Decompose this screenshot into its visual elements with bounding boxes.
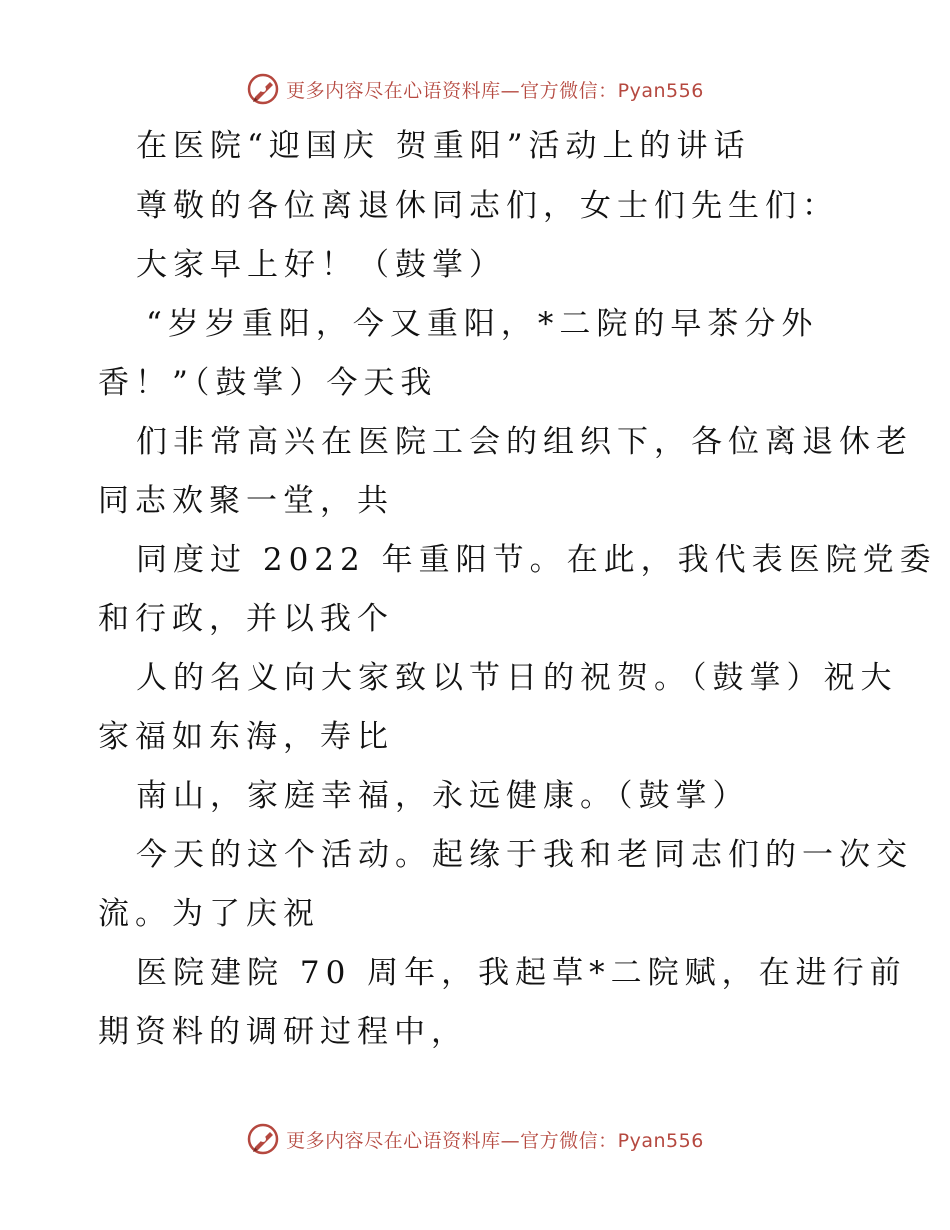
text-line: 同志欢聚一堂，共 bbox=[98, 483, 394, 519]
text-line: 今天的这个活动。起缘于我和老同志们的一次交 bbox=[136, 837, 913, 873]
footer-watermark bbox=[0, 1122, 950, 1156]
text-line: 南山，家庭幸福，永远健康。（鼓掌） bbox=[136, 778, 750, 814]
header-watermark bbox=[0, 72, 950, 106]
salutation: 尊敬的各位离退休同志们，女士们先生们： bbox=[136, 188, 839, 224]
text-line: 们非常高兴在医院工会的组织下，各位离退休老 bbox=[136, 424, 913, 460]
watermark-text: 更多内容尽在心语资料库—官方微信：Pyan556 bbox=[286, 1129, 704, 1152]
document-title: 在医院“迎国庆 贺重阳”活动上的讲话 bbox=[136, 128, 751, 164]
watermark-text: 更多内容尽在心语资料库—官方微信：Pyan556 bbox=[286, 79, 704, 102]
text-line: 和行政，并以我个 bbox=[98, 601, 394, 637]
text-line: 医院建院 70 周年，我起草*二院赋，在进行前 bbox=[136, 955, 907, 991]
text-line: 香！”（鼓掌）今天我 bbox=[98, 365, 438, 401]
text-line: 人的名义向大家致以节日的祝贺。（鼓掌）祝大 bbox=[136, 660, 898, 696]
pen-logo-icon bbox=[246, 72, 280, 106]
pen-logo-icon bbox=[246, 1122, 280, 1156]
text-line: 同度过 2022 年重阳节。在此，我代表医院党委 bbox=[136, 542, 937, 578]
text-line: 流。为了庆祝 bbox=[98, 896, 320, 932]
text-line: “岁岁重阳，今又重阳，*二院的早茶分外 bbox=[146, 306, 819, 342]
text-line: 大家早上好！（鼓掌） bbox=[136, 247, 506, 283]
text-line: 家福如东海，寿比 bbox=[98, 719, 394, 755]
text-line: 期资料的调研过程中， bbox=[98, 1014, 468, 1050]
